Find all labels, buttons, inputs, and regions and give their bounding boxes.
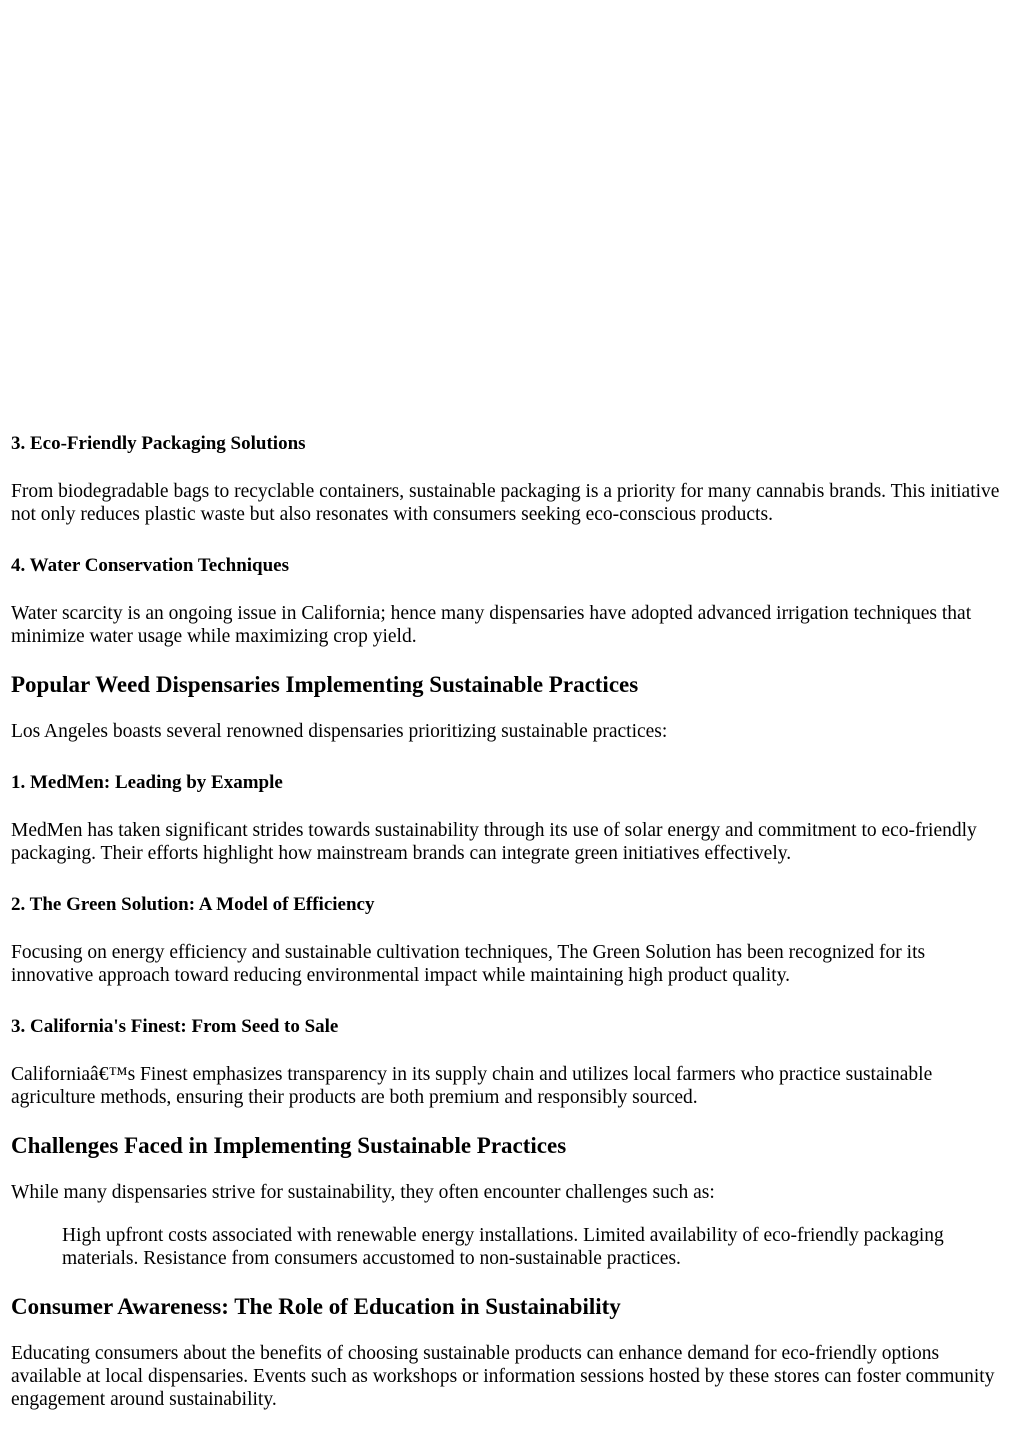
paragraph-consumer-awareness: Educating consumers about the benefits of choosing sustainable products can enhance demand for eco-friendly options available at local dispensaries. Events such as workshops or information sessions hosted by these stores can foster community engagement around sustainability. bbox=[11, 1343, 995, 1410]
paragraph-medmen: MedMen has taken significant strides towards sustainability through its use of solar energy and commitment to eco-friendly packaging. Their efforts highlight how mainstream brands can integrate green initiatives effectively. bbox=[11, 820, 977, 864]
heading-consumer-awareness: Consumer Awareness: The Role of Education in Sustainability bbox=[11, 1294, 621, 1319]
article-body bbox=[11, 430, 1006, 1411]
heading-californias-finest: 3. California's Finest: From Seed to Sale bbox=[11, 1016, 339, 1037]
paragraph-popular-dispensaries: Los Angeles boasts several renowned dispensaries prioritizing sustainable practices: bbox=[11, 721, 668, 742]
heading-green-solution: 2. The Green Solution: A Model of Efficiency bbox=[11, 894, 375, 915]
heading-eco-friendly-packaging: 3. Eco-Friendly Packaging Solutions bbox=[11, 433, 306, 454]
paragraph-challenges: While many dispensaries strive for sustainability, they often encounter challenges such as: bbox=[11, 1182, 715, 1203]
heading-challenges: Challenges Faced in Implementing Sustainable Practices bbox=[11, 1133, 567, 1158]
blockquote-challenges-list: High upfront costs associated with renewable energy installations. Limited availability of eco-friendly packaging materials. Resistance from consumers accustomed to non-sustainable practices. bbox=[62, 1225, 944, 1269]
paragraph-eco-friendly-packaging: From biodegradable bags to recyclable containers, sustainable packaging is a priority for many cannabis brands. This initiative not only reduces plastic waste but also resonates with consumers seeking eco-conscious products. bbox=[11, 481, 1000, 525]
paragraph-water-conservation: Water scarcity is an ongoing issue in California; hence many dispensaries have adopted advanced irrigation techniques that minimize water usage while maximizing crop yield. bbox=[11, 603, 972, 647]
heading-popular-dispensaries: Popular Weed Dispensaries Implementing Sustainable Practices bbox=[11, 672, 639, 697]
paragraph-green-solution: Focusing on energy efficiency and sustainable cultivation techniques, The Green Solution has been recognized for its innovative approach toward reducing environmental impact while maintaining high product quality. bbox=[11, 942, 926, 986]
heading-water-conservation: 4. Water Conservation Techniques bbox=[11, 555, 290, 576]
heading-medmen: 1. MedMen: Leading by Example bbox=[11, 772, 283, 793]
paragraph-californias-finest: Californiaâ€™s Finest emphasizes transparency in its supply chain and utilizes local farmers who practice sustainable agriculture methods, ensuring their products are both premium and responsibly sourced. bbox=[11, 1064, 933, 1108]
